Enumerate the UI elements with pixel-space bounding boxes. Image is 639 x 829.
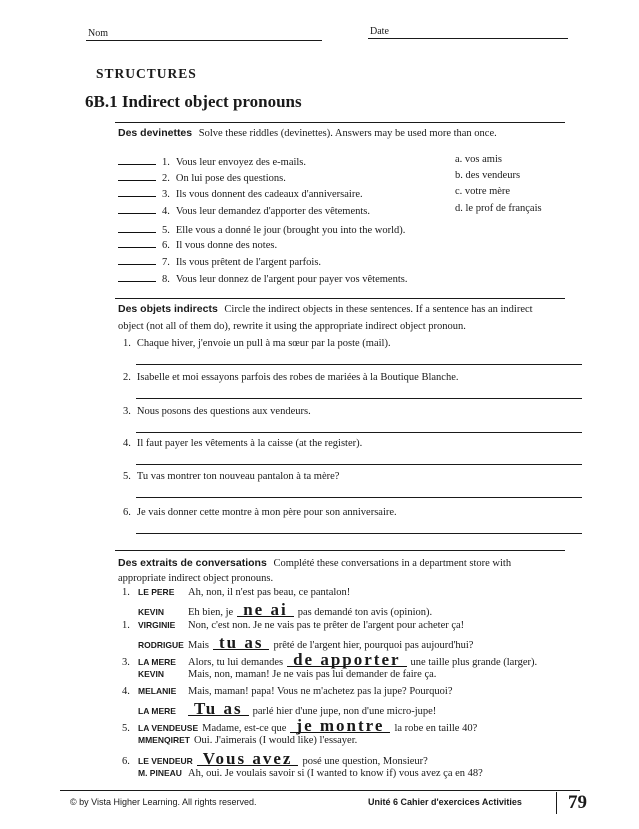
item-number: 5. bbox=[122, 723, 130, 734]
speaker-name: LE VENDEUR bbox=[138, 756, 193, 766]
answer-blank[interactable] bbox=[118, 154, 156, 165]
speaker-name: VIRGINIE bbox=[138, 620, 176, 630]
speaker-name: MMENQIRET bbox=[138, 735, 190, 745]
page-number: 79 bbox=[568, 792, 587, 813]
speaker-name: LA MERE bbox=[138, 706, 176, 716]
answer-line[interactable] bbox=[136, 432, 582, 433]
conversation-line bbox=[122, 735, 361, 746]
item-text: On lui pose des questions. bbox=[175, 173, 286, 184]
nom-line[interactable] bbox=[86, 40, 322, 41]
item-number: 5. bbox=[162, 225, 170, 236]
activity2-item bbox=[123, 338, 391, 349]
footer-copyright: © by Vista Higher Learning. All rights reserved. bbox=[70, 797, 257, 807]
activity1-instructions: Solve these riddles (devinettes). Answers may be used more than once. bbox=[198, 128, 497, 139]
item-text: Chaque hiver, j'envoie un pull à ma sœur par la poste (mail). bbox=[136, 338, 391, 349]
answer-blank[interactable] bbox=[118, 222, 156, 233]
item-text: Isabelle et moi essayons parfois des robes de mariées à la Boutique Blanche. bbox=[136, 372, 459, 383]
activity2-item bbox=[123, 406, 311, 417]
item-number: 1. bbox=[162, 157, 170, 168]
conversation-line bbox=[122, 699, 437, 718]
answer-blank[interactable]: Tu as bbox=[188, 702, 249, 716]
line-text: Mais, maman! papa! Vous ne m'achetez pas la jupe? Pourquoi? bbox=[188, 686, 453, 697]
activity1-item bbox=[118, 222, 405, 236]
choice-item: b. des vendeurs bbox=[455, 170, 521, 181]
section-divider bbox=[115, 550, 565, 551]
speaker-name: M. PINEAU bbox=[138, 768, 182, 778]
speaker-name: LE PERE bbox=[138, 587, 175, 597]
conversation-line bbox=[122, 620, 468, 631]
answer-blank[interactable] bbox=[118, 186, 156, 197]
answer-blank[interactable] bbox=[118, 170, 156, 181]
line-text: Non, c'est non. Je ne vais pas te prêter de l'argent pour acheter ça! bbox=[188, 620, 465, 631]
activity2-heading: Des objets indirects bbox=[118, 303, 218, 315]
item-text: Vous leur demandez d'apporter des vêtements. bbox=[175, 206, 371, 217]
item-number: 6. bbox=[162, 240, 170, 251]
item-text: Il faut payer les vêtements à la caisse (at the register). bbox=[136, 438, 363, 449]
activity1-item bbox=[118, 203, 370, 217]
line-text: Alors, tu lui demandes bbox=[188, 657, 284, 668]
conversation-line bbox=[122, 749, 428, 768]
item-number: 6. bbox=[123, 507, 131, 518]
line-text: Mais, non, maman! Je ne vais pas lui demander de faire ça. bbox=[188, 669, 437, 680]
choice-item: c. votre mère bbox=[455, 186, 511, 197]
item-number: 4. bbox=[123, 438, 131, 449]
line-text: posé une question, Monsieur? bbox=[302, 756, 428, 767]
speaker-name: LA MERE bbox=[138, 657, 176, 667]
conversation-line bbox=[122, 768, 487, 779]
line-text: Oui. J'aimerais (I would like) l'essayer. bbox=[193, 735, 358, 746]
activity1-item bbox=[118, 254, 321, 268]
line-text: Eh bien, je bbox=[188, 607, 234, 618]
activity2-instructions-2: object (not all of them do), rewrite it using the appropriate indirect object pronoun. bbox=[118, 321, 466, 332]
choice-item: a. vos amis bbox=[455, 154, 502, 165]
speaker-name: RODRIGUE bbox=[138, 640, 184, 650]
answer-line[interactable] bbox=[136, 497, 582, 498]
line-text: Mais bbox=[188, 640, 209, 651]
activity2-item bbox=[123, 507, 397, 518]
item-text: Ils vous prêtent de l'argent parfois. bbox=[175, 257, 322, 268]
footer-divider bbox=[556, 792, 557, 814]
activity3-instructions-1: Complété these conversations in a department store with bbox=[273, 558, 512, 569]
activity2-item bbox=[123, 471, 339, 482]
activity1-item bbox=[118, 170, 286, 184]
section-label: STRUCTURES bbox=[96, 66, 197, 81]
item-text: Nous posons des questions aux vendeurs. bbox=[136, 406, 311, 417]
item-number: 2. bbox=[123, 372, 131, 383]
item-number: 4. bbox=[122, 686, 130, 697]
answer-blank[interactable]: Vous avez bbox=[197, 752, 299, 766]
nom-label: Nom bbox=[88, 28, 108, 39]
activity3-heading: Des extraits de conversations bbox=[118, 557, 267, 569]
item-number: 6. bbox=[122, 756, 130, 767]
item-text: Ils vous donnent des cadeaux d'anniversaire. bbox=[175, 189, 363, 200]
speaker-name: KEVIN bbox=[138, 669, 164, 679]
line-text: une taille plus grande (larger). bbox=[410, 657, 538, 668]
answer-blank[interactable] bbox=[118, 203, 156, 214]
item-number: 3. bbox=[122, 657, 130, 668]
activity3-instructions-2: appropriate indirect object pronouns. bbox=[118, 573, 274, 584]
section-divider bbox=[115, 122, 565, 123]
activity2-instructions-1: Circle the indirect objects in these sentences. If a sentence has an indirect bbox=[224, 304, 533, 315]
item-text: Il vous donne des notes. bbox=[175, 240, 278, 251]
conversation-line bbox=[122, 587, 354, 598]
line-text: la robe en taille 40? bbox=[394, 723, 478, 734]
item-number: 4. bbox=[162, 206, 170, 217]
line-text: Ah, non, il n'est pas beau, ce pantalon! bbox=[188, 587, 351, 598]
answer-blank[interactable] bbox=[118, 271, 156, 282]
line-text: parlé hier d'une jupe, non d'une micro-jupe! bbox=[252, 706, 437, 717]
activity1-item bbox=[118, 154, 306, 168]
conversation-line bbox=[122, 686, 457, 697]
answer-line[interactable] bbox=[136, 464, 582, 465]
answer-blank[interactable]: ne ai bbox=[237, 603, 293, 617]
answer-blank[interactable] bbox=[118, 237, 156, 248]
item-number: 2. bbox=[162, 173, 170, 184]
footer-rule bbox=[60, 790, 580, 791]
line-text: pas demandé ton avis (opinion). bbox=[297, 607, 433, 618]
activity1-header bbox=[118, 127, 497, 139]
line-text: prêté de l'argent hier, pourquoi pas aujourd'hui? bbox=[273, 640, 474, 651]
answer-line[interactable] bbox=[136, 398, 582, 399]
item-text: Vous leur envoyez des e-mails. bbox=[175, 157, 307, 168]
answer-line[interactable] bbox=[136, 364, 582, 365]
activity1-heading: Des devinettes bbox=[118, 127, 193, 139]
item-number: 7. bbox=[162, 257, 170, 268]
choice-item: d. le prof de français bbox=[455, 203, 542, 214]
answer-blank[interactable] bbox=[118, 254, 156, 265]
answer-line[interactable] bbox=[136, 533, 582, 534]
conversation-line bbox=[122, 650, 538, 669]
item-number: 1. bbox=[122, 620, 130, 631]
date-line[interactable] bbox=[368, 38, 568, 39]
conversation-line bbox=[122, 633, 474, 652]
item-number: 3. bbox=[162, 189, 170, 200]
conversation-line bbox=[122, 716, 478, 735]
item-number: 5. bbox=[123, 471, 131, 482]
item-text: Elle vous a donné le jour (brought you into the world). bbox=[175, 225, 406, 236]
item-number: 3. bbox=[123, 406, 131, 417]
speaker-name: LA VENDEUSE bbox=[138, 723, 199, 733]
line-text: Ah, oui. Je voulais savoir si (I wanted to know if) vous avez ça en 48? bbox=[188, 768, 483, 779]
activity3-header bbox=[118, 557, 511, 569]
activity1-item bbox=[118, 237, 277, 251]
item-text: Tu vas montrer ton nouveau pantalon à ta mère? bbox=[136, 471, 340, 482]
item-number: 8. bbox=[162, 274, 170, 285]
item-text: Je vais donner cette montre à mon père pour son anniversaire. bbox=[136, 507, 397, 518]
lesson-title: 6B.1 Indirect object pronouns bbox=[85, 92, 302, 111]
activity2-item bbox=[123, 372, 458, 383]
activity2-header bbox=[118, 303, 533, 315]
answer-blank[interactable]: tu as bbox=[213, 636, 269, 650]
activity1-item bbox=[118, 271, 407, 285]
answer-blank[interactable]: je montre bbox=[290, 719, 390, 733]
item-number: 1. bbox=[122, 587, 130, 598]
section-divider bbox=[115, 298, 565, 299]
conversation-line bbox=[122, 600, 433, 619]
speaker-name: MELANIE bbox=[138, 686, 177, 696]
item-text: Vous leur donnez de l'argent pour payer vos vêtements. bbox=[175, 274, 408, 285]
line-text: Madame, est-ce que bbox=[202, 723, 287, 734]
item-number: 1. bbox=[123, 338, 131, 349]
activity2-item bbox=[123, 438, 362, 449]
answer-blank[interactable]: de apporter bbox=[287, 653, 406, 667]
conversation-line bbox=[122, 669, 440, 680]
footer-book: Unité 6 Cahier d'exercices Activities bbox=[368, 797, 522, 807]
speaker-name: KEVIN bbox=[138, 607, 164, 617]
activity1-item bbox=[118, 186, 363, 200]
date-label: Date bbox=[370, 26, 389, 37]
